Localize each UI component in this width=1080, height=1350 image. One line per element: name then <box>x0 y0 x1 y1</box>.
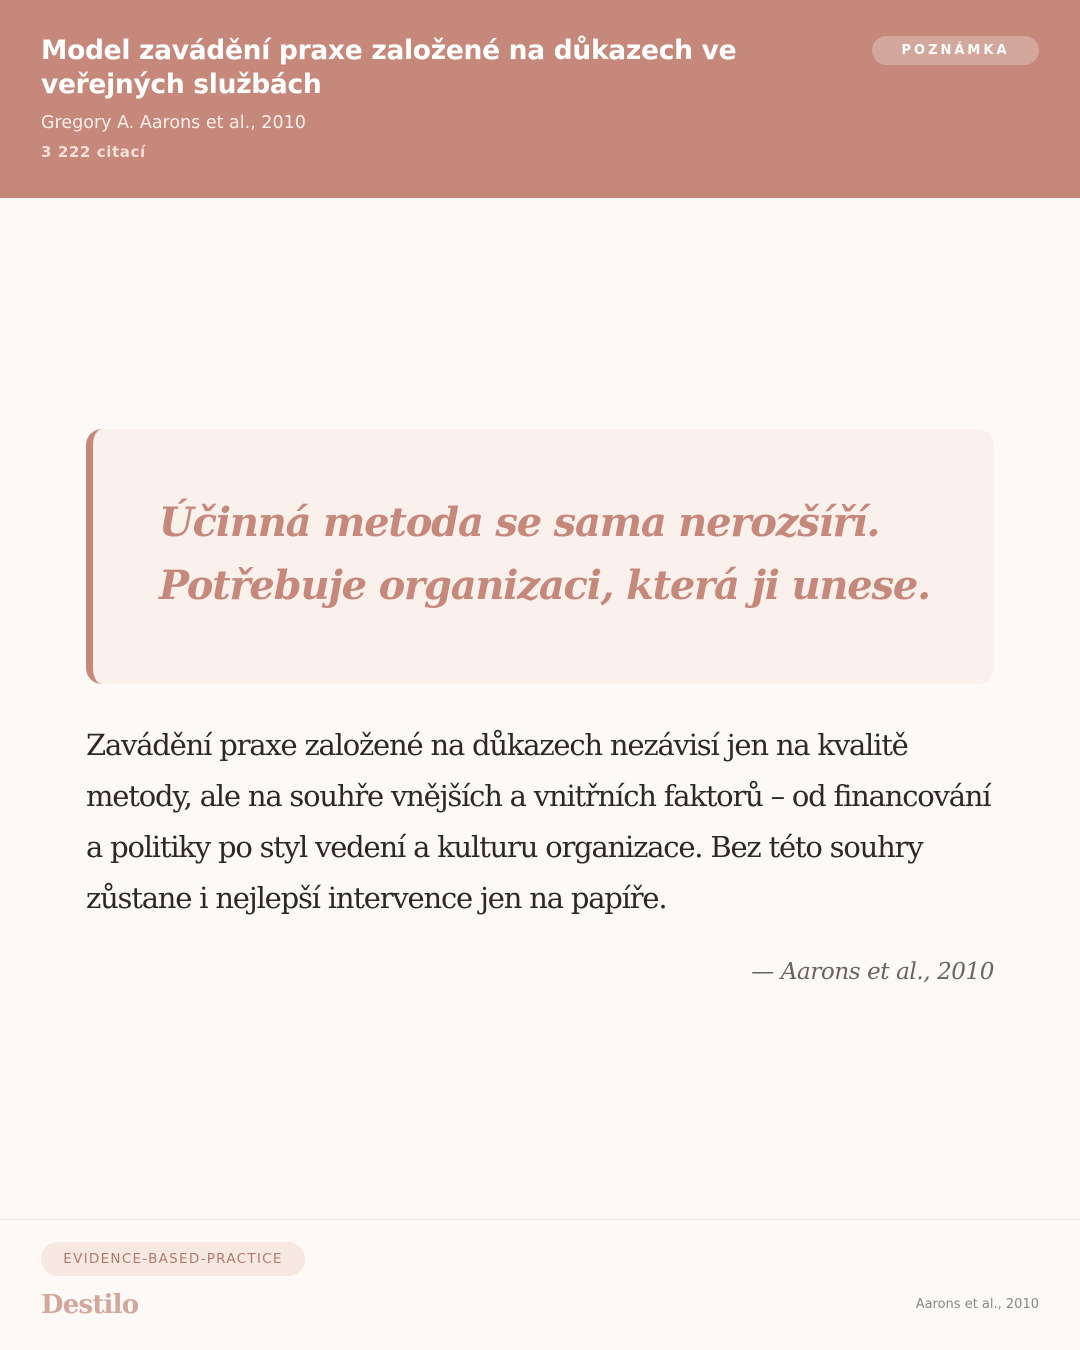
page-title: Model zavádění praxe založené na důkazech ve veřejných službách <box>41 35 737 100</box>
authors-line: Gregory A. Aarons et al., 2010 <box>41 113 306 133</box>
pull-quote-text: Účinná metoda se sama nerozšíří. Potřebuje organizaci, která ji unese. <box>159 499 930 609</box>
note-badge: POZNÁMKA <box>872 36 1039 65</box>
brand-logo: Destilo <box>41 1290 139 1320</box>
pull-quote <box>86 429 994 684</box>
topic-tag[interactable]: EVIDENCE-BASED-PRACTICE <box>41 1242 305 1276</box>
body-paragraph: Zavádění praxe založené na důkazech nezávisí jen na kvalitě metody, ale na souhře vnějších a vnitřních faktorů – od financování a politiky po styl vedení a kulturu organizace. Bez této souhry zůstane i nejlepší intervence jen na papíře. <box>86 728 991 915</box>
footer-source: Aarons et al., 2010 <box>915 1297 1039 1312</box>
header <box>0 0 1080 198</box>
footer-divider <box>0 1219 1080 1220</box>
citation-count: 3 222 citací <box>41 143 146 161</box>
quote-attribution: — Aarons et al., 2010 <box>751 959 994 985</box>
